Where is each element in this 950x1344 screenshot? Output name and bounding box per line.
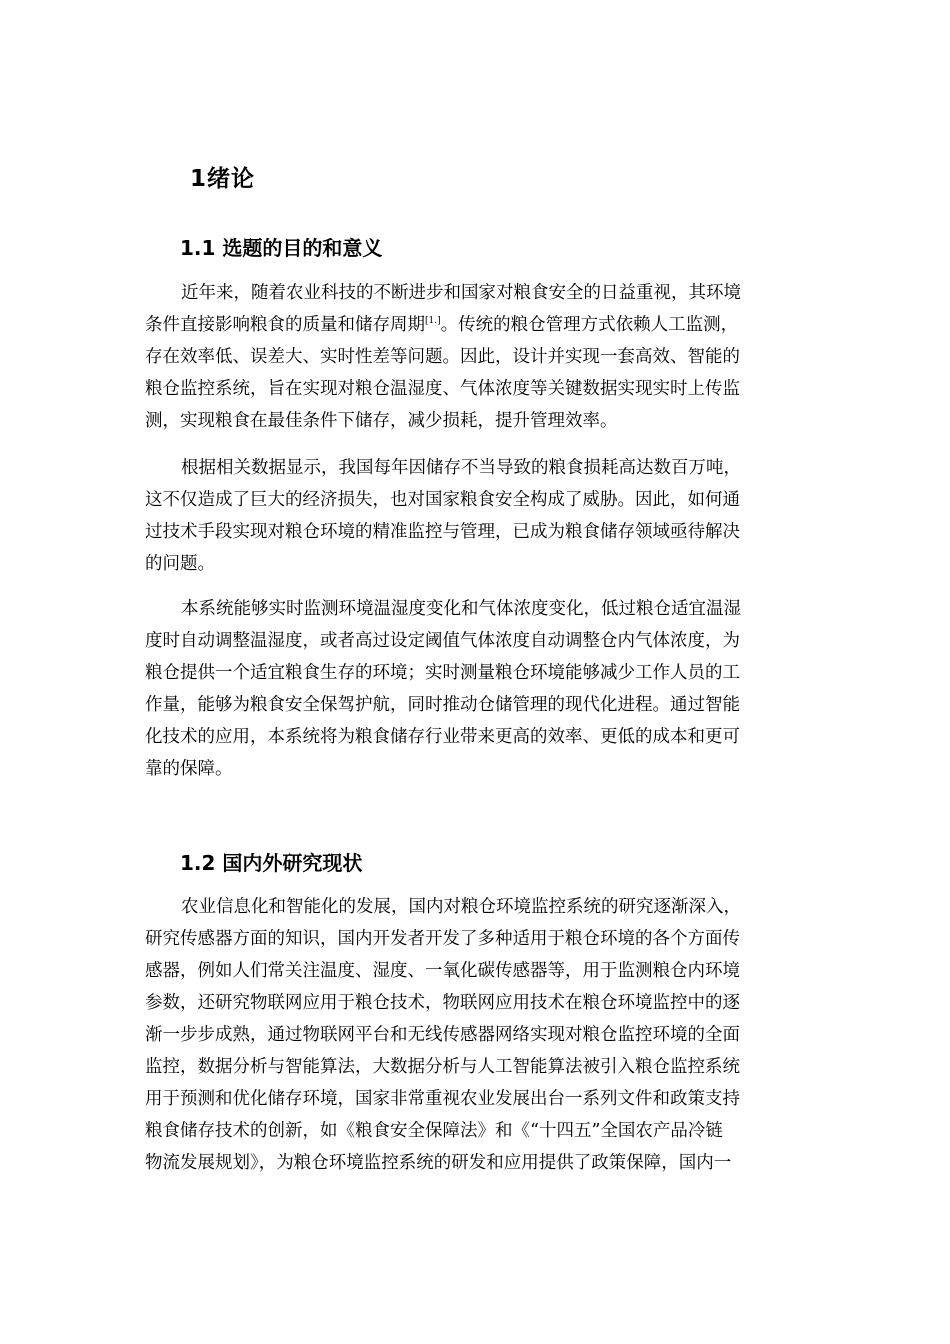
paragraph-3 <box>145 593 810 785</box>
paragraph-line: 粮仓提供一个适宜粮食生存的环境；实时测量粮仓环境能够减少工作人员的工 <box>145 663 740 683</box>
paragraph-line: 参数，还研究物联网应用于粮仓技术，物联网应用技术在粮仓环境监控中的逐 <box>145 993 740 1013</box>
paragraph-line: 化技术的应用，本系统将为粮食储存行业带来更高的效率、更低的成本和更可 <box>145 727 740 747</box>
section-heading-1-2: 1.2 国内外研究现状 <box>180 851 363 875</box>
paragraph-1 <box>145 277 810 437</box>
paragraph-line: 监控，数据分析与智能算法，大数据分析与人工智能算法被引入粮仓监控系统 <box>145 1057 740 1077</box>
paragraph-line: 感器，例如人们常关注温度、湿度、一氧化碳传感器等，用于监测粮仓内环境 <box>145 961 740 981</box>
paragraph-line: 存在效率低、误差大、实时性差等问题。因此，设计并实现一套高效、智能的 <box>145 347 740 367</box>
section-heading-1-1: 1.1 选题的目的和意义 <box>180 236 383 260</box>
paragraph-line: 物流发展规划》，为粮仓环境监控系统的研发和应用提供了政策保障，国内一 <box>145 1153 732 1173</box>
paragraph-line: 渐一步步成熟，通过物联网平台和无线传感器网络实现对粮仓监控环境的全面 <box>145 1025 740 1045</box>
paragraph-4 <box>145 891 810 1179</box>
paragraph-line: 的问题。 <box>145 554 215 574</box>
paragraph-line: 度时自动调整温湿度，或者高过设定阈值气体浓度自动调整仓内气体浓度，为 <box>145 631 740 651</box>
paragraph-line: 粮食储存技术的创新，如《粮食安全保障法》和《“十四五”全国农产品冷链 <box>145 1121 723 1141</box>
paragraph-line: 用于预测和优化储存环境，国家非常重视农业发展出台一系列文件和政策支持 <box>145 1089 740 1109</box>
paragraph-line: 靠的保障。 <box>145 759 233 779</box>
paragraph-line: 测，实现粮食在最佳条件下储存，减少损耗，提升管理效率。 <box>145 411 618 431</box>
paragraph-line: 作量，能够为粮食安全保驾护航，同时推动仓储管理的现代化进程。通过智能 <box>145 695 740 715</box>
paragraph-line: 这不仅造成了巨大的经济损失，也对国家粮食安全构成了威胁。因此，如何通 <box>145 490 740 510</box>
paragraph-line-text: 条件直接影响粮食的质量和储存周期 <box>145 315 425 335</box>
chapter-title: 1绪论 <box>190 166 256 192</box>
citation-reference: [1.] <box>425 316 441 326</box>
paragraph-line: 农业信息化和智能化的发展，国内对粮仓环境监控系统的研究逐渐深入， <box>181 897 741 917</box>
paragraph-line: 根据相关数据显示，我国每年因储存不当导致的粮食损耗高达数百万吨， <box>181 458 741 478</box>
paragraph-line-text: 传统的粮仓管理方式依赖人工监测， <box>458 315 739 335</box>
paragraph-line: 近年来，随着农业科技的不断进步和国家对粮食安全的日益重视，其环境 <box>181 283 741 303</box>
paragraph-line: 过技术手段实现对粮仓环境的精准监控与管理，已成为粮食储存领域亟待解决 <box>145 522 740 542</box>
paragraph-line: 本系统能够实时监测环境温湿度变化和气体浓度变化，低过粮仓适宜温湿 <box>181 599 741 619</box>
citation-punct: 。 <box>440 315 459 335</box>
paragraph-line: 粮仓监控系统，旨在实现对粮仓温湿度、气体浓度等关键数据实现实时上传监 <box>145 379 740 399</box>
paragraph-line-with-citation <box>145 309 810 341</box>
paragraph-2 <box>145 452 810 580</box>
paragraph-line: 研究传感器方面的知识，国内开发者开发了多种适用于粮仓环境的各个方面传 <box>145 929 740 949</box>
